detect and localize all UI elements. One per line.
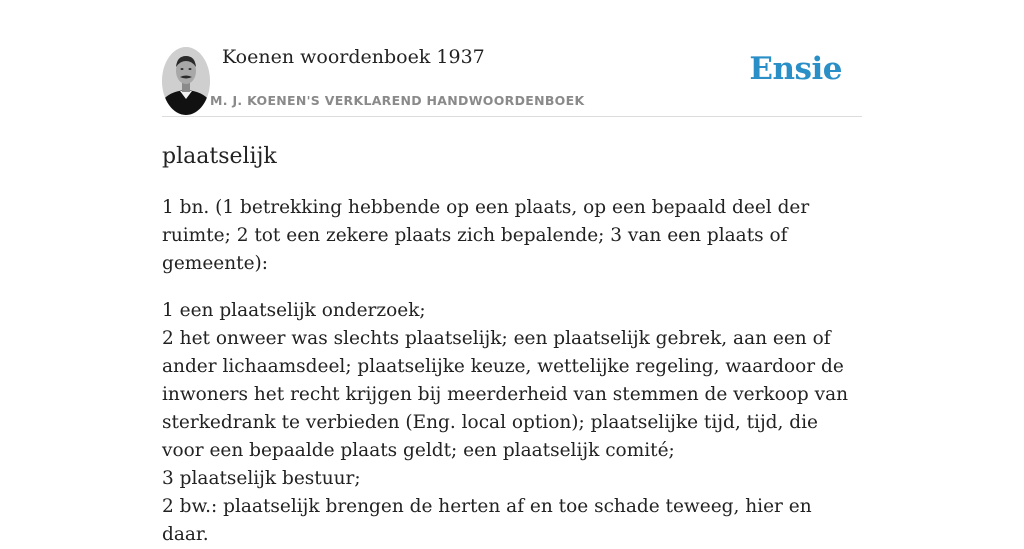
- example-line: 3 plaatselijk bestuur;: [162, 468, 361, 489]
- example-line: 2 bw.: plaatselijk brengen de herten af en toe schade teweeg, hier en daar.: [162, 496, 812, 545]
- dictionary-title[interactable]: Koenen woordenboek 1937: [222, 46, 485, 68]
- examples-list: [162, 297, 862, 549]
- example-line: 2 het onweer was slechts plaatselijk; een plaatselijk gebrek, aan een of ander lichaamsdeel; plaatselijke keuze, wettelijke regeling, waardoor de inwoners het recht krijgen bij meerderheid van stemmen de verkoop van sterkedrank te verbieden (Eng. local option); plaatselijke tijd, tijd, die voor een bepaalde plaats geldt; een plaatselijk comité;: [162, 328, 849, 461]
- example-line: 1 een plaatselijk onderzoek;: [162, 300, 426, 321]
- page: [162, 0, 862, 545]
- definition-text: 1 bn. (1 betrekking hebbende op een plaats, op een bepaald deel der ruimte; 2 tot een zekere plaats zich bepalende; 3 van een plaats of gemeente):: [162, 197, 810, 274]
- author-portrait-icon: [162, 47, 210, 115]
- ensie-logo-link[interactable]: Ensie: [749, 51, 842, 87]
- dictionary-subtitle: M. J. KOENEN'S VERKLAREND HANDWOORDENBOEK: [210, 93, 585, 108]
- headword: plaatselijk: [162, 144, 277, 169]
- dictionary-header: [162, 0, 862, 117]
